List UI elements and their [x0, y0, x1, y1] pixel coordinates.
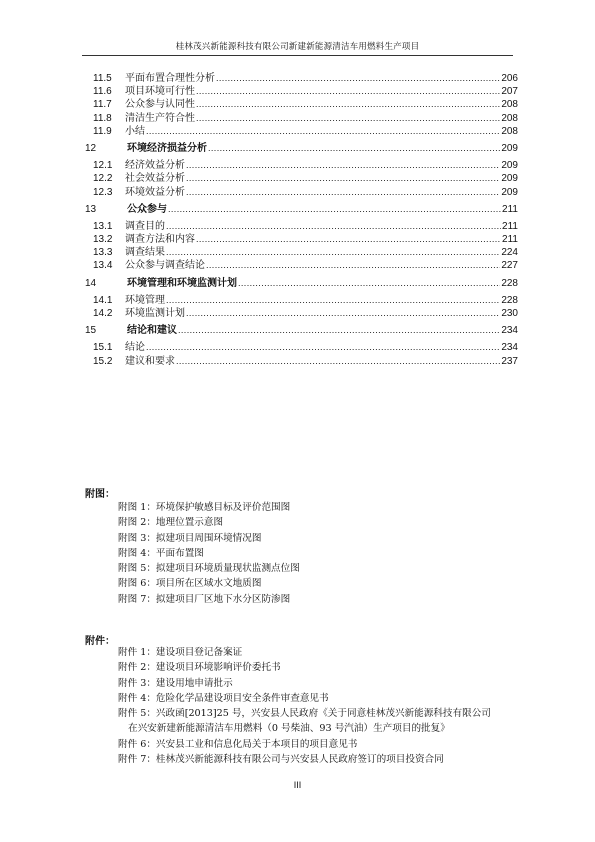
toc-number: 12.2: [93, 173, 113, 185]
toc-leader-dots: [186, 307, 500, 320]
toc-title: 公众参与: [127, 203, 167, 215]
toc-number: 13.4: [93, 260, 113, 272]
toc-page-number: 206: [501, 73, 518, 84]
toc-number: 11.6: [93, 86, 112, 98]
toc-section-entry[interactable]: [82, 307, 518, 320]
toc-section-entry[interactable]: [82, 355, 518, 368]
attachments-heading: 附件：: [85, 636, 115, 647]
attachment-item: [118, 660, 518, 675]
toc-section-entry[interactable]: [82, 112, 518, 125]
toc-number: 12.3: [93, 186, 113, 198]
attachment-item: [118, 645, 518, 660]
toc-section-entry[interactable]: [82, 72, 518, 85]
toc-section-entry[interactable]: [82, 259, 518, 272]
toc-title: 调查方法和内容: [125, 234, 195, 246]
toc-chapter-entry[interactable]: [82, 324, 518, 337]
toc-number: 13.2: [93, 234, 113, 246]
toc-title: 项目环境可行性: [125, 86, 195, 98]
toc-page-number: 208: [501, 99, 518, 111]
toc-section-entry[interactable]: [82, 246, 518, 259]
figures-list: [118, 500, 518, 607]
toc-number: 13.3: [93, 247, 113, 259]
toc-page-number: 224: [501, 247, 518, 259]
figure-item: 附图 4：平面布置图: [118, 547, 204, 559]
toc-leader-dots: [208, 142, 500, 155]
toc-leader-dots: [206, 259, 500, 272]
toc-page-number: 234: [501, 342, 518, 354]
toc-title: 清洁生产符合性: [125, 112, 195, 124]
toc-title: 建议和要求: [125, 355, 175, 367]
toc-page-number: 209: [501, 186, 518, 198]
toc-number: 13.1: [93, 220, 113, 232]
attachment-text: 附件 4：危险化学品建设项目安全条件审查意见书: [118, 692, 329, 704]
toc-number: 13: [85, 203, 97, 215]
attachment-text: 附件 2：建设项目环境影响评价委托书: [118, 662, 281, 674]
toc-page-number: 234: [501, 325, 518, 337]
toc-page-number: 207: [501, 86, 518, 98]
toc-section-entry[interactable]: [82, 85, 518, 98]
toc-page-number: 228: [501, 294, 518, 306]
figure-item: 附图 1：环境保护敏感目标及评价范围图: [118, 502, 291, 513]
toc-title: 调查目的: [125, 220, 165, 232]
toc-chapter-entry[interactable]: [82, 142, 518, 155]
toc-page-number: 209: [501, 173, 518, 185]
toc-number: 11.5: [93, 73, 112, 84]
toc-page-number: 208: [501, 112, 518, 124]
figures-heading: 附图：: [85, 489, 115, 500]
header-rule: [82, 55, 513, 56]
toc-title: 公众参与认同性: [125, 99, 195, 111]
figure-item: 附图 6：项目所在区域水文地质图: [118, 578, 262, 590]
toc-leader-dots: [186, 186, 500, 199]
attachment-item: [118, 691, 518, 706]
toc-section-entry[interactable]: [82, 220, 518, 233]
toc-leader-dots: [238, 277, 500, 290]
page-number: III: [293, 780, 302, 790]
attachment-item: [118, 676, 518, 691]
toc-leader-dots: [176, 355, 500, 368]
attachment-text: 附件 5：兴政函[2013]25 号，兴安县人民政府《关于同意桂林茂兴新能源科技有限公司: [118, 708, 491, 720]
toc-title: 小结: [125, 125, 145, 137]
attachment-text: 附件 3：建设用地申请批示: [118, 677, 233, 689]
toc-number: 12.1: [93, 160, 113, 172]
toc-leader-dots: [166, 220, 501, 233]
toc-page-number: 211: [502, 220, 518, 232]
toc-number: 15.1: [93, 342, 113, 354]
toc-section-entry[interactable]: [82, 233, 518, 246]
toc-leader-dots: [216, 72, 500, 85]
toc-section-entry[interactable]: [82, 172, 518, 185]
toc-number: 11.8: [93, 112, 112, 124]
toc-section-entry[interactable]: [82, 186, 518, 199]
toc-leader-dots: [196, 98, 500, 111]
toc-title: 环境效益分析: [125, 186, 185, 198]
figure-item: 附图 3：拟建项目周围环境情况图: [118, 532, 262, 544]
toc-title: 平面布置合理性分析: [125, 73, 215, 84]
toc-section-entry[interactable]: [82, 294, 518, 307]
page-header: 桂林茂兴新能源科技有限公司新建新能源清洁车用燃料生产项目: [175, 42, 420, 52]
figure-item: 附图 5：拟建项目环境质量现状监测点位图: [118, 563, 300, 575]
toc-title: 环境管理和环境监测计划: [127, 277, 237, 289]
attachment-item: [118, 737, 518, 752]
toc-number: 15.2: [93, 355, 113, 367]
toc-leader-dots: [178, 324, 500, 337]
toc-page-number: 211: [502, 234, 518, 246]
toc-page-number: 209: [501, 142, 518, 154]
toc-page-number: 230: [501, 308, 518, 319]
toc-number: 14: [85, 277, 97, 289]
toc-page-number: 227: [501, 260, 518, 272]
toc-leader-dots: [196, 233, 501, 246]
toc-number: 14.2: [93, 308, 113, 319]
attachment-item: [118, 752, 518, 767]
attachment-item: [118, 706, 518, 737]
toc-leader-dots: [186, 159, 500, 172]
attachment-text: 附件 6：兴安县工业和信息化局关于本项目的项目意见书: [118, 738, 358, 750]
attachments-list: [118, 645, 518, 767]
toc-chapter-entry[interactable]: [82, 203, 518, 216]
figure-item: 附图 2：地理位置示意图: [118, 517, 224, 529]
toc-number: 14.1: [93, 294, 113, 306]
toc-number: 11.9: [93, 125, 112, 137]
attachment-text: 附件 1：建设项目登记备案证: [118, 647, 243, 658]
toc-section-entry[interactable]: [82, 159, 518, 172]
toc-title: 公众参与调查结论: [125, 260, 205, 272]
toc-section-entry[interactable]: [82, 341, 518, 354]
toc-title: 调查结果: [125, 247, 165, 259]
toc-number: 11.7: [93, 99, 112, 111]
toc-leader-dots: [166, 246, 500, 259]
toc-title: 结论: [125, 342, 145, 354]
toc-title: 社会效益分析: [125, 173, 185, 185]
toc-title: 经济效益分析: [125, 160, 185, 172]
toc-title: 环境经济损益分析: [127, 142, 207, 154]
attachment-text: 附件 7：桂林茂兴新能源科技有限公司与兴安县人民政府签订的项目投资合同: [118, 754, 444, 766]
attachment-text-continued: 在兴安新建新能源清洁车用燃料（0 号柴油、93 号汽油）生产项目的批复》: [128, 723, 450, 735]
toc-leader-dots: [196, 85, 500, 98]
toc-page-number: 228: [501, 277, 518, 289]
toc-section-entry[interactable]: [82, 125, 518, 138]
toc-leader-dots: [196, 112, 500, 125]
toc-leader-dots: [146, 341, 500, 354]
toc-number: 12: [85, 142, 97, 154]
toc-title: 环境监测计划: [125, 308, 185, 319]
toc-section-entry[interactable]: [82, 98, 518, 111]
toc-page-number: 209: [501, 160, 518, 172]
table-of-contents: [82, 72, 518, 368]
toc-leader-dots: [168, 203, 501, 216]
toc-page-number: 211: [502, 203, 518, 215]
toc-number: 15: [85, 325, 97, 337]
toc-page-number: 237: [501, 355, 518, 367]
toc-leader-dots: [146, 125, 500, 138]
toc-leader-dots: [186, 172, 500, 185]
toc-title: 环境管理: [125, 294, 165, 306]
toc-title: 结论和建议: [127, 325, 177, 337]
toc-chapter-entry[interactable]: [82, 277, 518, 290]
figure-item: 附图 7：拟建项目厂区地下水分区防渗图: [118, 593, 291, 605]
toc-leader-dots: [166, 294, 500, 307]
toc-page-number: 208: [501, 125, 518, 137]
